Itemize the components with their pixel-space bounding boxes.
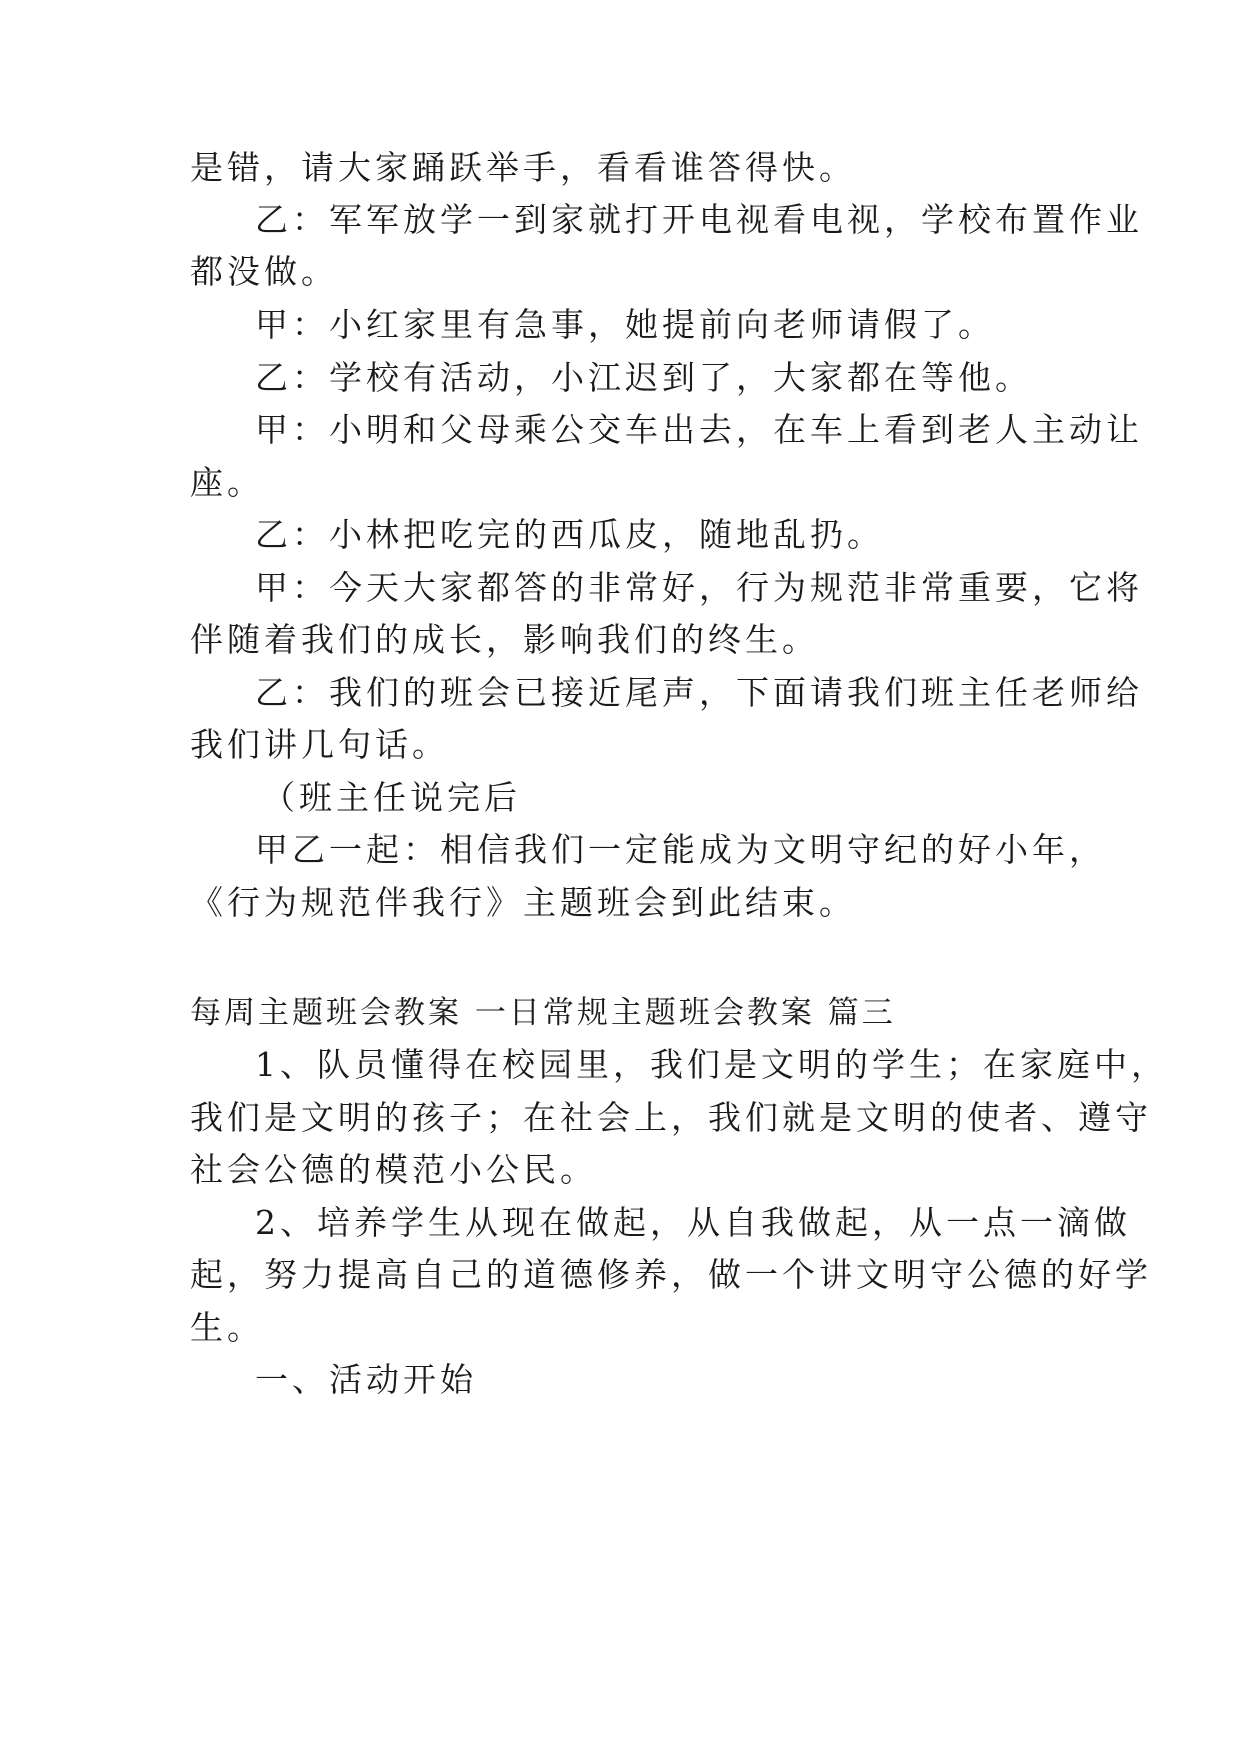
paragraph-line: 我们是文明的孩子；在社会上，我们就是文明的使者、遵守	[190, 1098, 1152, 1137]
paragraph-line: 座。	[190, 463, 264, 502]
paragraph-line: 起，努力提高自己的道德修养，做一个讲文明守公德的好学	[190, 1255, 1152, 1294]
paragraph-line: 伴随着我们的成长，影响我们的终生。	[190, 620, 819, 659]
paragraph-line: （班主任说完后	[262, 778, 521, 817]
paragraph-line: 甲乙一起：相信我们一定能成为文明守纪的好小年，	[255, 830, 1106, 869]
paragraph-line: 甲：今天大家都答的非常好，行为规范非常重要，它将	[255, 568, 1143, 607]
paragraph-line: 2、培养学生从现在做起，从自我做起，从一点一滴做	[255, 1203, 1131, 1242]
paragraph-line: 乙：小林把吃完的西瓜皮，随地乱扔。	[255, 515, 884, 554]
paragraph-line: 都没做。	[190, 252, 338, 291]
paragraph-line: 甲：小红家里有急事，她提前向老师请假了。	[255, 305, 995, 344]
section-heading: 每周主题班会教案 一日常规主题班会教案 篇三	[190, 995, 896, 1031]
paragraph-line: 是错，请大家踊跃举手，看看谁答得快。	[190, 148, 856, 187]
paragraph-line: 生。	[190, 1308, 264, 1347]
paragraph-line: 1、队员懂得在校园里，我们是文明的学生；在家庭中，	[255, 1045, 1168, 1084]
paragraph-line: 乙：军军放学一到家就打开电视看电视，学校布置作业	[255, 200, 1143, 239]
paragraph-line: 社会公德的模范小公民。	[190, 1150, 597, 1189]
paragraph-line: 甲：小明和父母乘公交车出去，在车上看到老人主动让	[255, 410, 1143, 449]
paragraph-line: 乙：学校有活动，小江迟到了，大家都在等他。	[255, 358, 1032, 397]
paragraph-line: 乙：我们的班会已接近尾声，下面请我们班主任老师给	[255, 673, 1143, 712]
paragraph-line: 一、活动开始	[255, 1360, 477, 1399]
paragraph-line: 《行为规范伴我行》主题班会到此结束。	[190, 883, 856, 922]
paragraph-line: 我们讲几句话。	[190, 725, 449, 764]
